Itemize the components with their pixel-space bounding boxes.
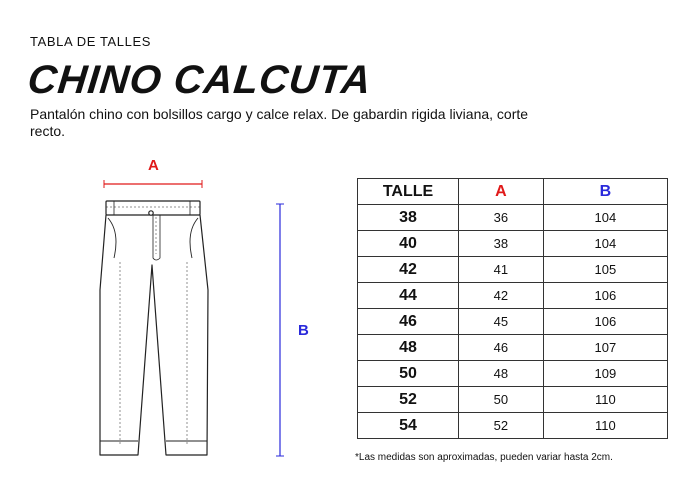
cell-b: 105 — [543, 257, 667, 283]
measure-b-line — [276, 204, 284, 456]
cell-b: 109 — [543, 361, 667, 387]
cell-talle: 40 — [358, 231, 459, 257]
header-a: A — [459, 179, 544, 205]
table-row — [358, 309, 668, 335]
table-row — [358, 361, 668, 387]
table-row — [358, 335, 668, 361]
cell-b: 104 — [543, 231, 667, 257]
table-row — [358, 413, 668, 439]
cell-b: 107 — [543, 335, 667, 361]
cell-a: 50 — [459, 387, 544, 413]
footnote: *Las medidas son aproximadas, pueden variar hasta 2cm. — [355, 452, 613, 463]
cell-talle: 44 — [358, 283, 459, 309]
table-row — [358, 283, 668, 309]
cell-b: 110 — [543, 413, 667, 439]
cell-talle: 50 — [358, 361, 459, 387]
table-row — [358, 231, 668, 257]
measure-a-line — [104, 180, 202, 188]
pants-icon — [100, 201, 208, 455]
cell-a: 46 — [459, 335, 544, 361]
cell-b: 106 — [543, 283, 667, 309]
cell-talle: 42 — [358, 257, 459, 283]
cell-talle: 54 — [358, 413, 459, 439]
cell-b: 104 — [543, 205, 667, 231]
header-talle: TALLE — [358, 179, 459, 205]
cell-talle: 48 — [358, 335, 459, 361]
cell-a: 38 — [459, 231, 544, 257]
table-header-row — [358, 179, 668, 205]
header-b: B — [543, 179, 667, 205]
measure-a-label: A — [148, 157, 159, 174]
cell-a: 42 — [459, 283, 544, 309]
cell-a: 41 — [459, 257, 544, 283]
cell-a: 45 — [459, 309, 544, 335]
cell-b: 106 — [543, 309, 667, 335]
cell-talle: 52 — [358, 387, 459, 413]
size-table — [357, 178, 668, 439]
cell-b: 110 — [543, 387, 667, 413]
cell-talle: 38 — [358, 205, 459, 231]
table-row — [358, 205, 668, 231]
cell-a: 36 — [459, 205, 544, 231]
table-row — [358, 257, 668, 283]
table-row — [358, 387, 668, 413]
product-description: Pantalón chino con bolsillos cargo y calce relax. De gabardin rigida liviana, corte recto. — [30, 106, 529, 139]
cell-talle: 46 — [358, 309, 459, 335]
cell-a: 52 — [459, 413, 544, 439]
page-kicker: TABLA DE TALLES — [30, 34, 151, 49]
measure-b-label: B — [298, 322, 309, 339]
cell-a: 48 — [459, 361, 544, 387]
page-title: CHINO CALCUTA — [25, 58, 374, 102]
